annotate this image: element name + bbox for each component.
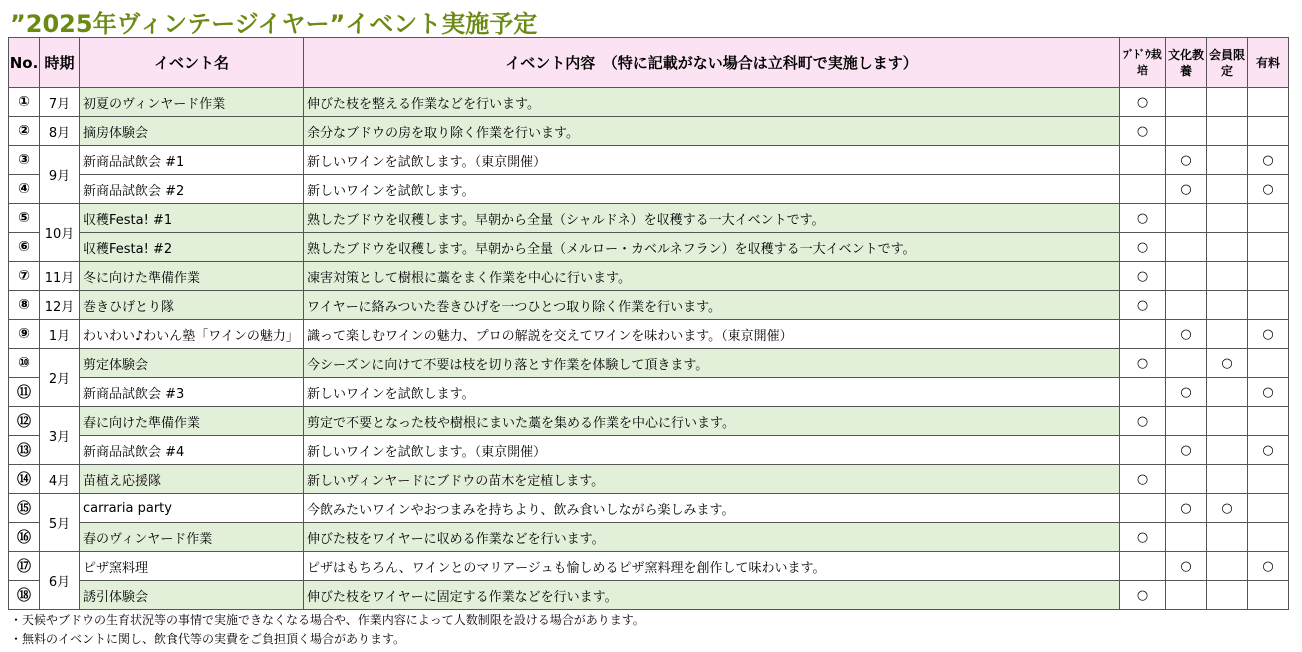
mark-members [1207, 291, 1248, 320]
mark-culture: ○ [1166, 552, 1207, 581]
mark-culture [1166, 117, 1207, 146]
row-number: ⑭ [9, 465, 40, 494]
mark-vine: ○ [1120, 291, 1166, 320]
table-row [9, 465, 1289, 494]
event-name: 摘房体験会 [80, 117, 304, 146]
table-row [9, 378, 1289, 407]
table-row [9, 88, 1289, 117]
event-description: 伸びた枝を整える作業などを行います。 [304, 88, 1120, 117]
event-description: 余分なブドウの房を取り除く作業を行います。 [304, 117, 1120, 146]
header-paid: 有料 [1248, 38, 1289, 88]
table-row [9, 262, 1289, 291]
event-name: carraria party [80, 494, 304, 523]
mark-members [1207, 378, 1248, 407]
mark-members [1207, 552, 1248, 581]
mark-vine: ○ [1120, 523, 1166, 552]
row-number: ⑪ [9, 378, 40, 407]
mark-paid [1248, 494, 1289, 523]
mark-culture: ○ [1166, 320, 1207, 349]
event-name: 冬に向けた準備作業 [80, 262, 304, 291]
mark-culture [1166, 204, 1207, 233]
mark-vine: ○ [1120, 349, 1166, 378]
mark-vine: ○ [1120, 117, 1166, 146]
row-number: ① [9, 88, 40, 117]
row-number: ⑤ [9, 204, 40, 233]
mark-members [1207, 436, 1248, 465]
mark-culture [1166, 349, 1207, 378]
table-row [9, 117, 1289, 146]
mark-vine: ○ [1120, 262, 1166, 291]
row-month: 10月 [40, 204, 80, 262]
header-month: 時期 [40, 38, 80, 88]
mark-members [1207, 175, 1248, 204]
event-table [8, 37, 1289, 610]
mark-culture [1166, 88, 1207, 117]
event-description: 新しいワインを試飲します。 [304, 175, 1120, 204]
footnote: ・無料のイベントに関し、飲食代等の実費をご負担頂く場合があります。 [10, 632, 406, 646]
mark-paid: ○ [1248, 378, 1289, 407]
row-month: 5月 [40, 494, 80, 552]
mark-members [1207, 88, 1248, 117]
mark-vine: ○ [1120, 88, 1166, 117]
mark-culture: ○ [1166, 494, 1207, 523]
mark-culture [1166, 465, 1207, 494]
mark-culture: ○ [1166, 175, 1207, 204]
row-number: ④ [9, 175, 40, 204]
mark-culture [1166, 233, 1207, 262]
event-name: ピザ窯料理 [80, 552, 304, 581]
mark-paid: ○ [1248, 552, 1289, 581]
event-description: 凍害対策として樹根に藁をまく作業を中心に行います。 [304, 262, 1120, 291]
event-name: 収穫Festa! #1 [80, 204, 304, 233]
row-month: 12月 [40, 291, 80, 320]
mark-vine [1120, 146, 1166, 175]
mark-paid [1248, 407, 1289, 436]
event-description: 伸びた枝をワイヤーに収める作業などを行います。 [304, 523, 1120, 552]
row-number: ⑰ [9, 552, 40, 581]
event-name: わいわい♪わいん塾「ワインの魅力」 [80, 320, 304, 349]
row-month: 8月 [40, 117, 80, 146]
row-month: 11月 [40, 262, 80, 291]
mark-members: ○ [1207, 494, 1248, 523]
header-event-name: イベント名 [80, 38, 304, 88]
table-body [9, 88, 1289, 610]
table-row [9, 407, 1289, 436]
mark-culture [1166, 523, 1207, 552]
table-row [9, 320, 1289, 349]
event-name: 新商品試飲会 #4 [80, 436, 304, 465]
mark-vine [1120, 378, 1166, 407]
mark-members [1207, 146, 1248, 175]
table-row [9, 552, 1289, 581]
mark-members [1207, 262, 1248, 291]
mark-paid [1248, 349, 1289, 378]
table-row [9, 204, 1289, 233]
event-name: 収穫Festa! #2 [80, 233, 304, 262]
mark-paid [1248, 523, 1289, 552]
row-number: ⑫ [9, 407, 40, 436]
row-number: ⑦ [9, 262, 40, 291]
event-name: 剪定体験会 [80, 349, 304, 378]
footnote: ・天候やブドウの生育状況等の事情で実施できなくなる場合や、作業内容によって人数制限を設ける場合があります。 [10, 613, 645, 627]
event-description: 熟したブドウを収穫します。早朝から全量（シャルドネ）を収穫する一大イベントです。 [304, 204, 1120, 233]
mark-paid: ○ [1248, 146, 1289, 175]
event-name: 新商品試飲会 #3 [80, 378, 304, 407]
mark-members [1207, 117, 1248, 146]
mark-paid [1248, 117, 1289, 146]
row-month: 1月 [40, 320, 80, 349]
mark-members [1207, 320, 1248, 349]
event-name: 初夏のヴィンヤード作業 [80, 88, 304, 117]
mark-vine [1120, 436, 1166, 465]
table-row [9, 175, 1289, 204]
header-vine-cultivation: ﾌﾞﾄﾞｳ栽培 [1120, 38, 1166, 88]
table-row [9, 349, 1289, 378]
row-month: 2月 [40, 349, 80, 407]
mark-paid [1248, 233, 1289, 262]
row-month: 3月 [40, 407, 80, 465]
event-description: 剪定で不要となった枝や樹根にまいた藁を集める作業を中心に行います。 [304, 407, 1120, 436]
mark-paid [1248, 581, 1289, 610]
table-row [9, 146, 1289, 175]
event-description: 伸びた枝をワイヤーに固定する作業などを行います。 [304, 581, 1120, 610]
event-description: ワイヤーに絡みついた巻きひげを一つひとつ取り除く作業を行います。 [304, 291, 1120, 320]
mark-paid [1248, 465, 1289, 494]
mark-vine: ○ [1120, 407, 1166, 436]
event-description: 熟したブドウを収穫します。早朝から全量（メルロー・カベルネフラン）を収穫する一大イベントです。 [304, 233, 1120, 262]
event-description: 新しいワインを試飲します。 [304, 378, 1120, 407]
row-month: 4月 [40, 465, 80, 494]
mark-members [1207, 407, 1248, 436]
mark-paid [1248, 291, 1289, 320]
row-number: ⑧ [9, 291, 40, 320]
event-name: 新商品試飲会 #1 [80, 146, 304, 175]
mark-members [1207, 465, 1248, 494]
mark-vine: ○ [1120, 233, 1166, 262]
row-number: ⑨ [9, 320, 40, 349]
event-name: 苗植え応援隊 [80, 465, 304, 494]
mark-vine: ○ [1120, 465, 1166, 494]
mark-vine: ○ [1120, 204, 1166, 233]
table-row [9, 494, 1289, 523]
event-description: 新しいワインを試飲します。（東京開催） [304, 146, 1120, 175]
mark-culture: ○ [1166, 378, 1207, 407]
row-number: ⑯ [9, 523, 40, 552]
mark-vine [1120, 494, 1166, 523]
event-description: ピザはもちろん、ワインとのマリアージュも愉しめるピザ窯料理を創作して味わいます。 [304, 552, 1120, 581]
mark-paid [1248, 204, 1289, 233]
header-members-only: 会員限定 [1207, 38, 1248, 88]
row-number: ⑮ [9, 494, 40, 523]
mark-culture [1166, 581, 1207, 610]
header-culture: 文化教養 [1166, 38, 1207, 88]
row-number: ⑬ [9, 436, 40, 465]
mark-culture [1166, 407, 1207, 436]
mark-members [1207, 581, 1248, 610]
mark-paid [1248, 262, 1289, 291]
mark-culture [1166, 262, 1207, 291]
event-name: 春のヴィンヤード作業 [80, 523, 304, 552]
header-no: No. [9, 38, 40, 88]
table-row [9, 291, 1289, 320]
table-row [9, 581, 1289, 610]
mark-paid [1248, 88, 1289, 117]
mark-culture: ○ [1166, 146, 1207, 175]
mark-members [1207, 204, 1248, 233]
header-row [9, 38, 1289, 88]
mark-vine [1120, 175, 1166, 204]
header-event-content: イベント内容 （特に記載がない場合は立科町で実施します） [304, 38, 1120, 88]
event-name: 誘引体験会 [80, 581, 304, 610]
mark-vine [1120, 552, 1166, 581]
mark-vine: ○ [1120, 581, 1166, 610]
row-number: ② [9, 117, 40, 146]
page-title: ”2025年ヴィンテージイヤー”イベント実施予定 [10, 10, 538, 38]
row-month: 7月 [40, 88, 80, 117]
row-number: ⑱ [9, 581, 40, 610]
mark-members: ○ [1207, 349, 1248, 378]
event-description: 今飲みたいワインやおつまみを持ちより、飲み食いしながら楽しみます。 [304, 494, 1120, 523]
event-description: 今シーズンに向けて不要は枝を切り落とす作業を体験して頂きます。 [304, 349, 1120, 378]
mark-culture: ○ [1166, 436, 1207, 465]
mark-vine [1120, 320, 1166, 349]
mark-culture [1166, 291, 1207, 320]
event-name: 新商品試飲会 #2 [80, 175, 304, 204]
row-month: 6月 [40, 552, 80, 610]
mark-paid: ○ [1248, 320, 1289, 349]
mark-members [1207, 523, 1248, 552]
event-description: 新しいヴィンヤードにブドウの苗木を定植します。 [304, 465, 1120, 494]
row-number: ③ [9, 146, 40, 175]
mark-paid: ○ [1248, 436, 1289, 465]
mark-members [1207, 233, 1248, 262]
event-description: 新しいワインを試飲します。（東京開催） [304, 436, 1120, 465]
event-description: 識って楽しむワインの魅力、プロの解説を交えてワインを味わいます。（東京開催） [304, 320, 1120, 349]
event-name: 春に向けた準備作業 [80, 407, 304, 436]
event-name: 巻きひげとり隊 [80, 291, 304, 320]
row-number: ⑩ [9, 349, 40, 378]
table-row [9, 436, 1289, 465]
mark-paid: ○ [1248, 175, 1289, 204]
table-row [9, 523, 1289, 552]
row-month: 9月 [40, 146, 80, 204]
row-number: ⑥ [9, 233, 40, 262]
table-row [9, 233, 1289, 262]
